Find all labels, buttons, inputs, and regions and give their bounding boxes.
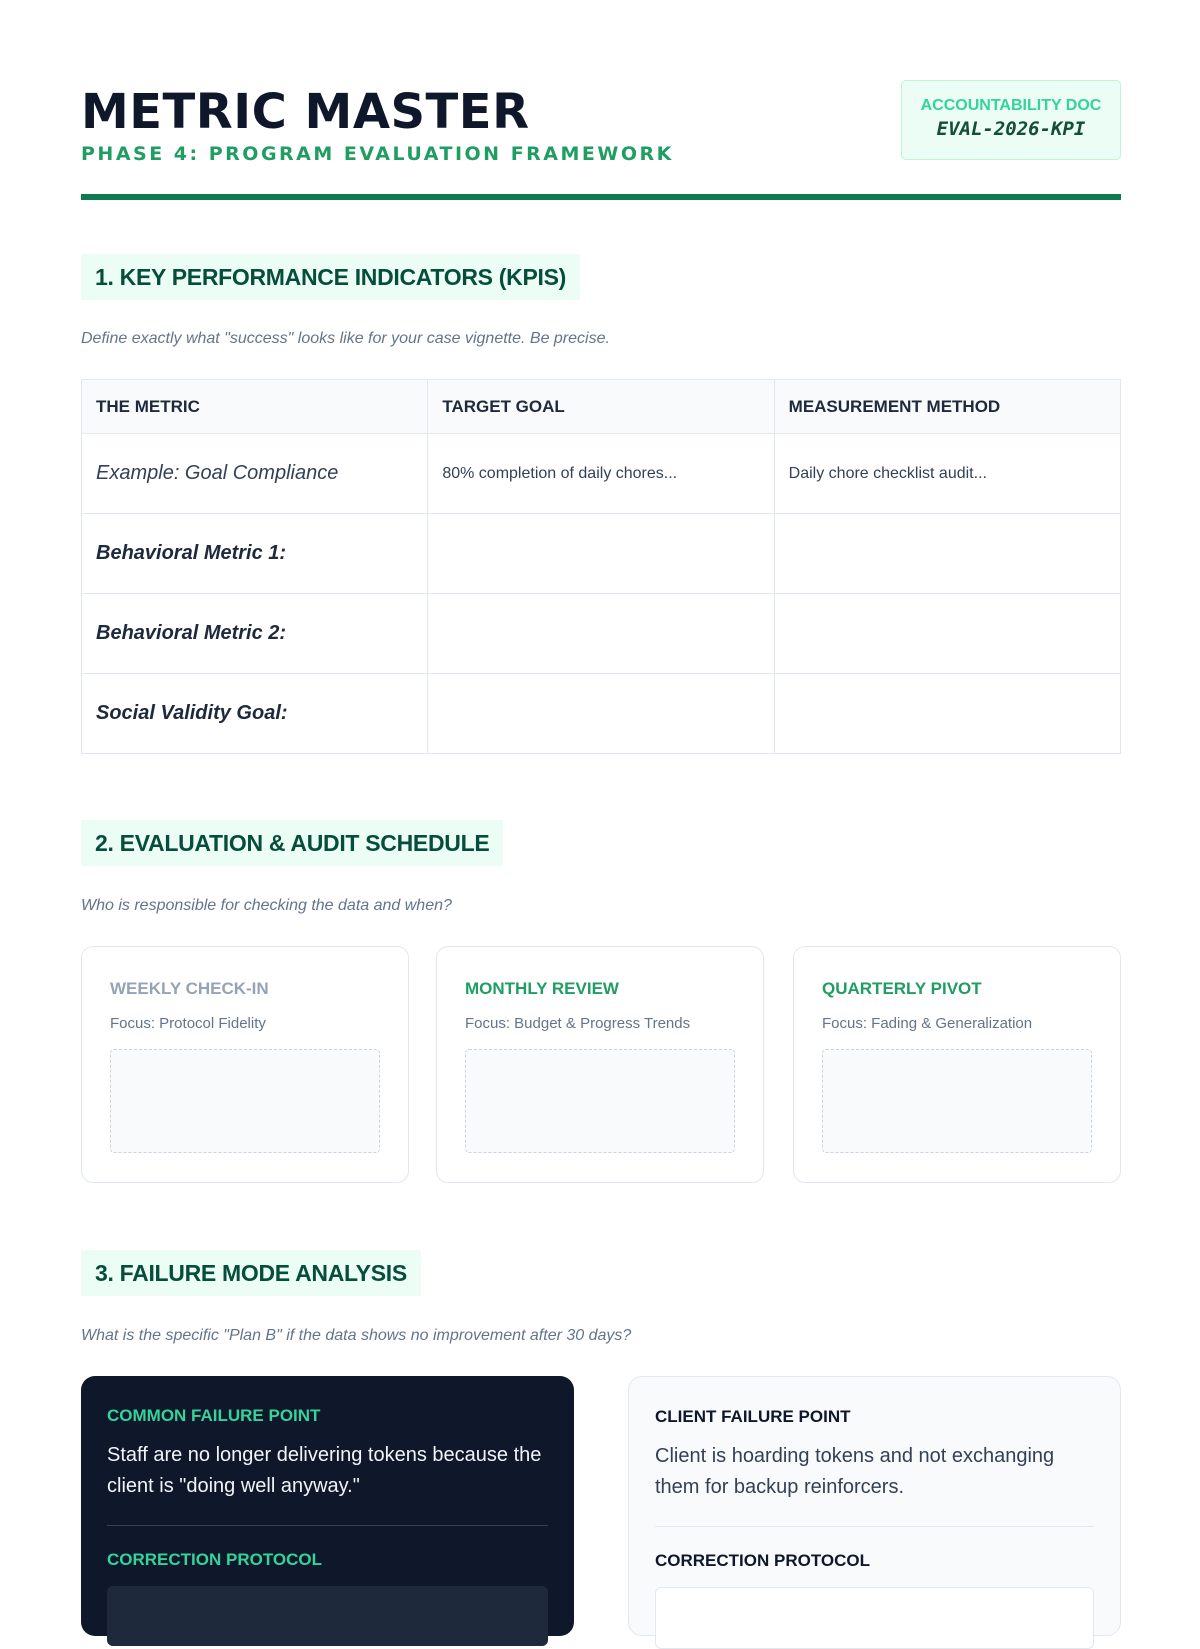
card-title: QUARTERLY PIVOT [822,979,982,998]
card-title: MONTHLY REVIEW [465,979,619,998]
badge-label: ACCOUNTABILITY DOC [920,97,1102,114]
document-id-badge [901,80,1121,160]
target-cell[interactable] [428,594,774,674]
notes-field[interactable] [465,1049,735,1153]
failure-label: CLIENT FAILURE POINT [655,1407,851,1426]
target-cell[interactable] [428,514,774,594]
target-cell[interactable] [428,674,774,754]
protocol-label: CORRECTION PROTOCOL [655,1551,871,1570]
column-header-metric: THE METRIC [82,380,428,434]
card-title: WEEKLY CHECK-IN [110,979,269,998]
section-1-description: Define exactly what "success" looks like for your case vignette. Be precise. [81,330,610,347]
table-row [82,594,1121,674]
schedule-card-quarterly [793,946,1121,1183]
page-subtitle: PHASE 4: PROGRAM EVALUATION FRAMEWORK [81,143,674,165]
section-3-heading: 3. FAILURE MODE ANALYSIS [81,1250,421,1296]
notes-field[interactable] [822,1049,1092,1153]
document-header [81,0,1121,200]
card-divider [107,1525,548,1526]
metric-cell: Behavioral Metric 1: [82,514,428,594]
failure-card-common [81,1376,574,1636]
table-row [82,434,1121,514]
card-focus: Focus: Protocol Fidelity [110,1015,266,1032]
table-row [82,514,1121,594]
failure-label: COMMON FAILURE POINT [107,1406,321,1425]
method-cell[interactable]: Daily chore checklist audit... [774,434,1120,514]
card-focus: Focus: Fading & Generalization [822,1015,1033,1032]
failure-text: Staff are no longer delivering tokens because the client is "doing well anyway." [107,1444,542,1497]
notes-field[interactable] [110,1049,380,1153]
card-focus: Focus: Budget & Progress Trends [465,1015,691,1032]
metric-cell: Example: Goal Compliance [82,434,428,514]
method-cell[interactable] [774,594,1120,674]
schedule-card-weekly [81,946,409,1183]
badge-code: EVAL-2026-KPI [936,118,1086,140]
failure-text: Client is hoarding tokens and not exchanging them for backup reinforcers. [655,1445,1055,1498]
protocol-label: CORRECTION PROTOCOL [107,1550,323,1569]
protocol-field[interactable] [107,1586,548,1646]
section-2-heading: 2. EVALUATION & AUDIT SCHEDULE [81,820,503,866]
target-cell[interactable]: 80% completion of daily chores... [428,434,774,514]
section-2-description: Who is responsible for checking the data and when? [81,897,452,914]
page-title: METRIC MASTER [81,84,530,140]
metric-cell: Social Validity Goal: [82,674,428,754]
method-cell[interactable] [774,674,1120,754]
column-header-method: MEASUREMENT METHOD [774,380,1120,434]
protocol-field[interactable] [655,1587,1094,1649]
kpi-table [81,379,1121,754]
method-cell[interactable] [774,514,1120,594]
section-1-heading: 1. KEY PERFORMANCE INDICATORS (KPIS) [81,254,580,300]
section-3-description: What is the specific "Plan B" if the data shows no improvement after 30 days? [81,1327,632,1344]
card-divider [655,1526,1094,1527]
document-page [81,0,1121,1570]
failure-card-client [628,1376,1121,1636]
schedule-card-monthly [436,946,764,1183]
column-header-target: TARGET GOAL [428,380,774,434]
metric-cell: Behavioral Metric 2: [82,594,428,674]
header-divider [81,194,1121,200]
table-row [82,674,1121,754]
kpi-table-header-row [82,380,1121,434]
